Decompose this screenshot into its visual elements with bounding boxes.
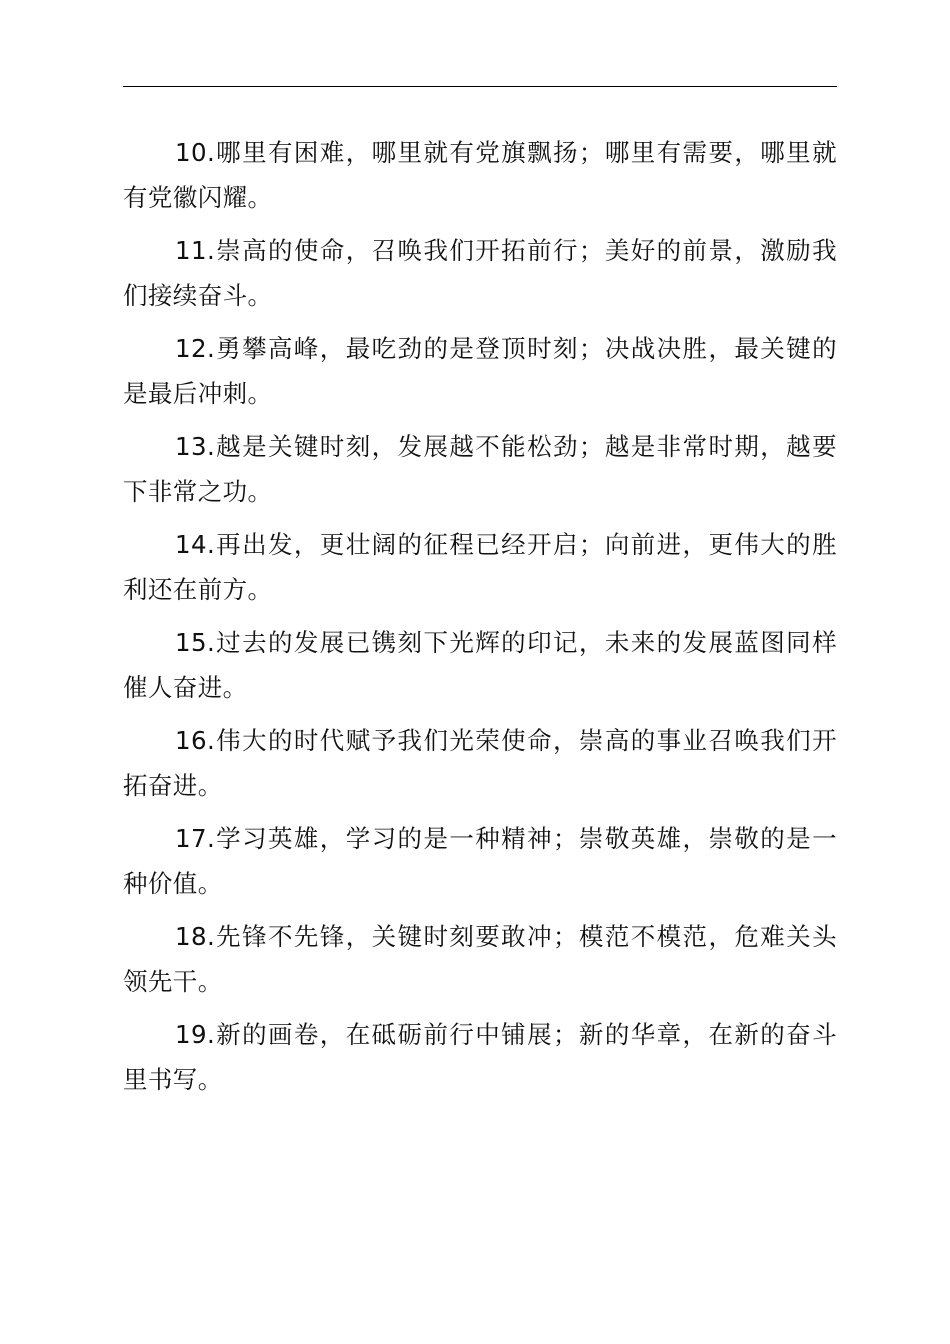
list-item: 13.越是关键时刻，发展越不能松劲；越是非常时期，越要下非常之功。 bbox=[123, 432, 837, 506]
list-item: 14.再出发，更壮阔的征程已经开启；向前进，更伟大的胜利还在前方。 bbox=[123, 530, 837, 604]
list-item: 17.学习英雄，学习的是一种精神；崇敬英雄，崇敬的是一种价值。 bbox=[123, 824, 837, 898]
list-item: 15.过去的发展已镌刻下光辉的印记，未来的发展蓝图同样催人奋进。 bbox=[123, 628, 837, 702]
list-item: 11.崇高的使命，召唤我们开拓前行；美好的前景，激励我们接续奋斗。 bbox=[123, 236, 837, 310]
list-item: 18.先锋不先锋，关键时刻要敢冲；模范不模范，危难关头领先干。 bbox=[123, 922, 837, 996]
list-item: 12.勇攀高峰，最吃劲的是登顶时刻；决战决胜，最关键的是最后冲刺。 bbox=[123, 334, 837, 408]
list-item: 19.新的画卷，在砥砺前行中铺展；新的华章，在新的奋斗里书写。 bbox=[123, 1020, 837, 1094]
list-item: 10.哪里有困难，哪里就有党旗飘扬；哪里有需要，哪里就有党徽闪耀。 bbox=[123, 138, 837, 212]
header-rule bbox=[123, 86, 837, 87]
document-body bbox=[123, 130, 837, 1110]
list-item: 16.伟大的时代赋予我们光荣使命，崇高的事业召唤我们开拓奋进。 bbox=[123, 726, 837, 800]
